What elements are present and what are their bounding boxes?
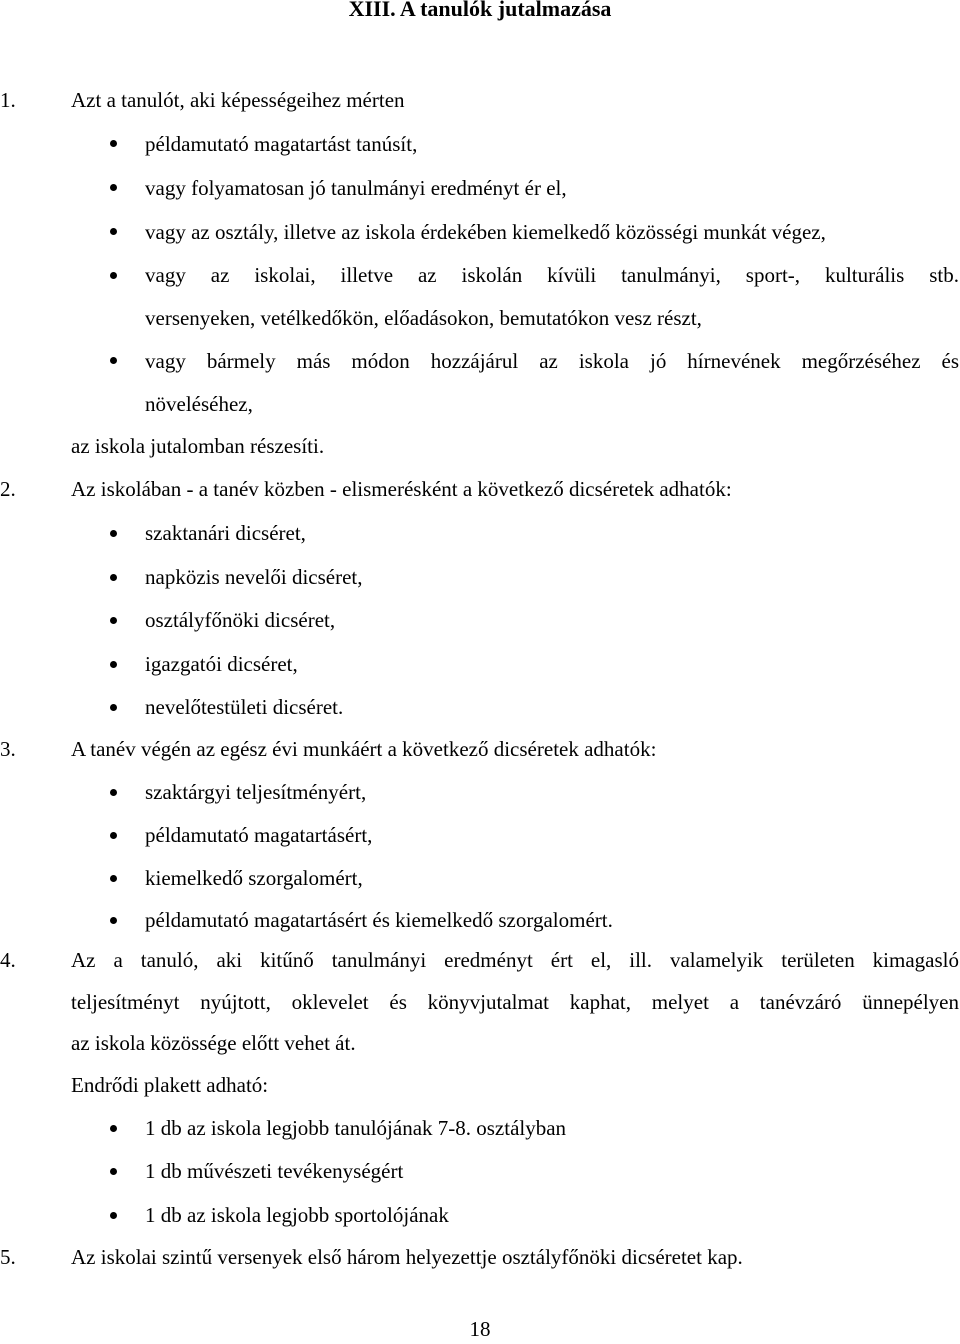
bullet-dot — [110, 1125, 117, 1132]
list-item: kiemelkedő szorgalomért, — [145, 866, 363, 890]
list-item: napközis nevelői dicséret, — [145, 565, 363, 589]
list-item: szaktárgyi teljesítményért, — [145, 780, 367, 804]
list-item: szaktanári dicséret, — [145, 521, 306, 545]
list-item: példamutató magatartást tanúsít, — [145, 132, 418, 156]
item-paragraph-line: Az a tanuló, aki kitűnő tanulmányi eredményt ért el, ill. valamelyik területen kimagasló — [71, 948, 959, 972]
item-number: 5. — [0, 1245, 16, 1269]
bullet-dot — [110, 184, 117, 191]
item-number: 3. — [0, 737, 16, 761]
bullet-dot — [110, 140, 117, 147]
bullet-dot — [110, 617, 117, 624]
bullet-dot — [110, 875, 117, 882]
list-item: 1 db az iskola legjobb tanulójának 7-8. osztályban — [145, 1116, 567, 1140]
page-title: XIII. A tanulók jutalmazása — [348, 0, 612, 21]
list-item: 1 db az iskola legjobb sportolójának — [145, 1203, 449, 1227]
item-lead: Azt a tanulót, aki képességeihez mérten — [71, 88, 405, 112]
list-item: vagy az iskolai, illetve az iskolán kívüli tanulmányi, sport-, kulturális stb. — [145, 263, 959, 287]
page-number: 18 — [469, 1317, 491, 1341]
list-item: nevelőtestületi dicséret. — [145, 695, 344, 719]
item-paragraph-line: az iskola közössége előtt vehet át. — [71, 1031, 356, 1055]
item-closing: az iskola jutalomban részesíti. — [71, 434, 325, 458]
item-paragraph-line: teljesítményt nyújtott, oklevelet és könyvjutalmat kaphat, melyet a tanévzáró ünnepélyen — [71, 990, 959, 1014]
item-subheading: Endrődi plakett adható: — [71, 1073, 269, 1097]
list-item: vagy az osztály, illetve az iskola érdekében kiemelkedő közösségi munkát végez, — [145, 220, 826, 244]
bullet-dot — [110, 661, 117, 668]
item-number: 4. — [0, 948, 16, 972]
bullet-dot — [110, 272, 117, 279]
list-item: 1 db művészeti tevékenységért — [145, 1159, 404, 1183]
item-lead: Az iskolai szintű versenyek első három helyezettje osztályfőnöki dicséretet kap. — [71, 1245, 743, 1269]
list-item-continuation: növeléséhez, — [145, 392, 253, 416]
list-item: igazgatói dicséret, — [145, 652, 298, 676]
bullet-dot — [110, 1168, 117, 1175]
item-number: 2. — [0, 477, 16, 501]
bullet-dot — [110, 228, 117, 235]
bullet-dot — [110, 357, 117, 364]
bullet-dot — [110, 530, 117, 537]
list-item: vagy bármely más módon hozzájárul az iskola jó hírnevének megőrzéséhez és — [145, 349, 959, 373]
item-lead: Az iskolában - a tanév közben - elismerésként a következő dicséretek adhatók: — [71, 477, 732, 501]
list-item: példamutató magatartásért és kiemelkedő szorgalomért. — [145, 908, 613, 932]
bullet-dot — [110, 789, 117, 796]
item-number: 1. — [0, 88, 16, 112]
bullet-dot — [110, 917, 117, 924]
bullet-dot — [110, 1212, 117, 1219]
bullet-dot — [110, 832, 117, 839]
list-item-continuation: versenyeken, vetélkedőkön, előadásokon, bemutatókon vesz részt, — [145, 306, 702, 330]
list-item: példamutató magatartásért, — [145, 823, 373, 847]
list-item: osztályfőnöki dicséret, — [145, 608, 336, 632]
bullet-dot — [110, 574, 117, 581]
item-lead: A tanév végén az egész évi munkáért a következő dicséretek adhatók: — [71, 737, 657, 761]
list-item: vagy folyamatosan jó tanulmányi eredményt ér el, — [145, 176, 567, 200]
bullet-dot — [110, 704, 117, 711]
